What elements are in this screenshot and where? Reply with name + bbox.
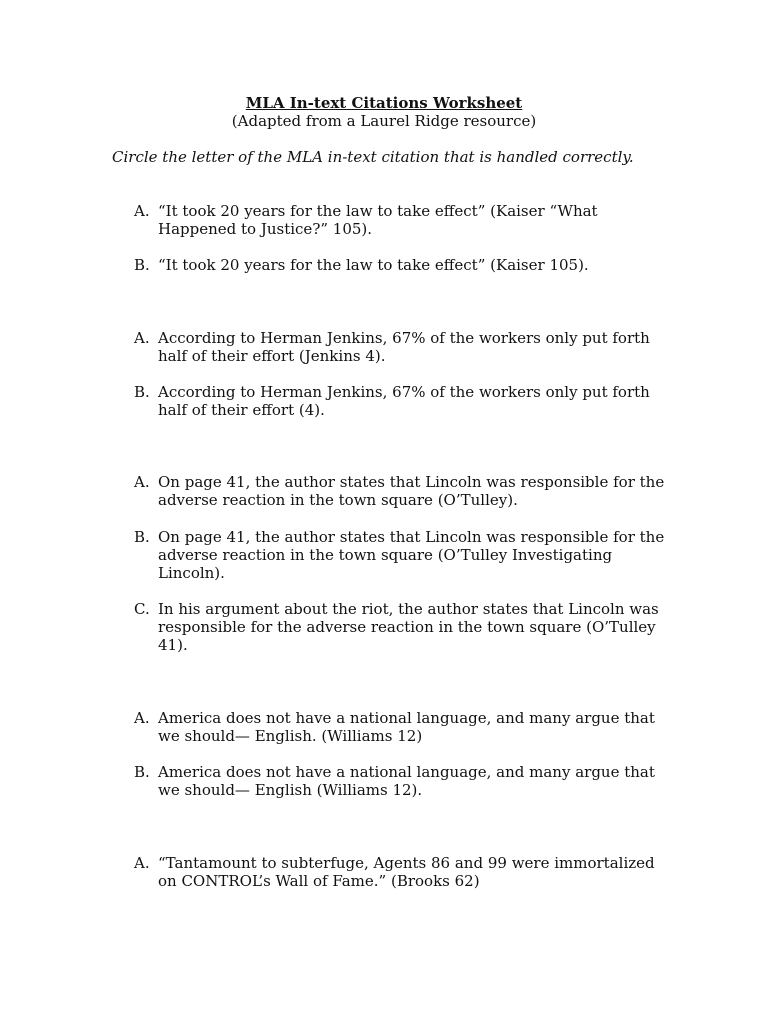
q2-option-b[interactable]	[134, 383, 674, 419]
option-letter: B.	[134, 763, 150, 781]
page-title: MLA In-text Citations Worksheet	[245, 94, 523, 112]
option-text: “It took 20 years for the law to take effect” (Kaiser 105).	[158, 256, 589, 274]
q2-option-a[interactable]	[134, 329, 674, 365]
option-letter: A.	[134, 854, 150, 872]
option-text: America does not have a national language, and many argue that we should— English (Williams 12).	[158, 763, 655, 799]
q4-option-b[interactable]	[134, 763, 674, 799]
q3-option-b[interactable]	[134, 528, 674, 582]
option-text: “It took 20 years for the law to take effect” (Kaiser “What Happened to Justice?” 105).	[158, 202, 598, 238]
option-text: On page 41, the author states that Lincoln was responsible for the adverse reaction in the town square (O’Tulley Investigating Lincoln).	[158, 528, 665, 582]
option-text: On page 41, the author states that Lincoln was responsible for the adverse reaction in the town square (O’Tulley).	[158, 473, 665, 509]
q4-option-a[interactable]	[134, 709, 674, 745]
q3-option-c[interactable]	[134, 600, 674, 654]
q3-option-a[interactable]	[134, 473, 674, 509]
q5-option-a[interactable]	[134, 854, 674, 890]
q1-option-a[interactable]	[134, 202, 674, 238]
option-text: According to Herman Jenkins, 67% of the workers only put forth half of their effort (4).	[158, 383, 650, 419]
option-text: America does not have a national language, and many argue that we should— English. (Williams 12)	[158, 709, 655, 745]
option-letter: A.	[134, 202, 150, 220]
q1-option-b[interactable]	[134, 256, 674, 274]
option-text: “Tantamount to subterfuge, Agents 86 and 99 were immortalized on CONTROL’s Wall of Fame.” (Brooks 62)	[158, 854, 655, 890]
page-subtitle: (Adapted from a Laurel Ridge resource)	[231, 112, 537, 130]
option-letter: C.	[134, 600, 150, 618]
option-letter: A.	[134, 473, 150, 491]
instructions: Circle the letter of the MLA in-text citation that is handled correctly.	[112, 148, 634, 166]
option-letter: B.	[134, 256, 150, 274]
option-letter: A.	[134, 329, 150, 347]
option-letter: A.	[134, 709, 150, 727]
option-letter: B.	[134, 528, 150, 546]
option-text: According to Herman Jenkins, 67% of the workers only put forth half of their effort (Jenkins 4).	[158, 329, 650, 365]
option-letter: B.	[134, 383, 150, 401]
option-text: In his argument about the riot, the author states that Lincoln was responsible for the adverse reaction in the town square (O’Tulley 41).	[158, 600, 659, 654]
